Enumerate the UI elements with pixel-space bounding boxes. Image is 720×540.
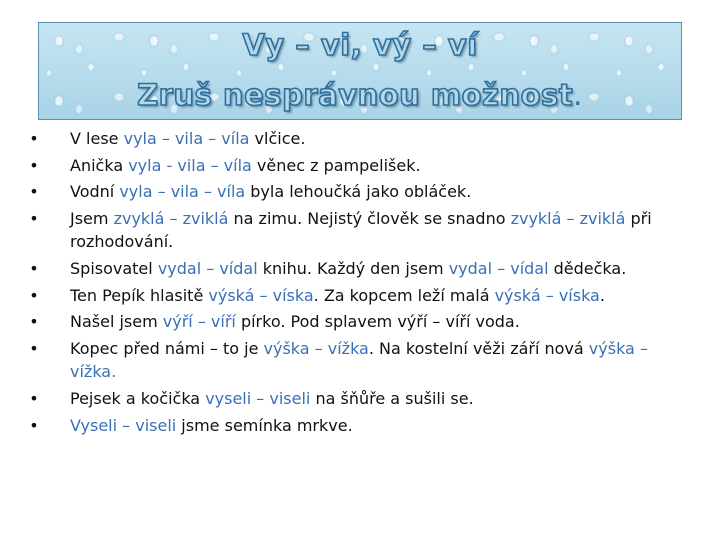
list-item [28,310,668,333]
sentence-text: Kopec před námi – to je [70,339,264,359]
answer-options[interactable]: výška – vížka. [70,339,648,382]
sentence-text: knihu. Každý den jsem [257,259,449,279]
sentence-text: Našel jsem [70,312,163,332]
list-item [28,337,668,383]
sentence-text: . Na kostelní věži září nová [368,339,589,359]
list-item [28,387,668,410]
list-item [28,414,668,437]
sentence-text: na zimu. Nejistý člověk se snadno [228,209,511,229]
answer-options[interactable]: výská – víska [208,285,314,305]
bullet: • [29,389,39,409]
sentence-text: při rozhodování. [70,209,652,252]
answer-options[interactable]: vyla – vila – víla [123,129,250,148]
list-item [28,180,668,203]
sentence-text: vlčice. [249,129,306,148]
answer-options[interactable]: zvyklá – zviklá [113,209,229,229]
list-item [28,127,668,150]
title-line-1: Vy – vi, vý – ví [242,28,478,62]
answer-options[interactable]: výská – víska [494,285,600,305]
sentence-text: pírko. Pod splavem výří – víří voda. [235,312,520,332]
title-line-2-period: . [573,78,583,112]
bullet: • [29,129,39,148]
sentence-text: na šňůře a sušili se. [310,389,474,409]
sentence-text: jsme semínka mrkve. [176,415,353,435]
sentence-text: Jsem [70,209,114,229]
sentence-text: . [599,285,605,305]
sentence-text: V lese [70,129,124,148]
sentence-text: věnec z pampelišek. [251,155,421,175]
bullet: • [29,339,39,359]
answer-options[interactable]: vyla – vila – víla [119,182,246,202]
sentence-text: dědečka. [548,259,627,279]
list-item [28,207,668,253]
answer-options[interactable]: vydal – vídal [448,259,549,279]
sentence-text: Anička [70,155,129,175]
sentence-text: Spisovatel [70,259,158,279]
list-item [28,154,668,177]
bullet: • [29,155,39,175]
bullet: • [29,209,39,229]
list-item [28,284,668,307]
answer-options[interactable]: zvyklá – zviklá [510,209,626,229]
sentence-text: Pejsek a kočička [70,389,206,409]
bullet: • [29,259,39,279]
bullet: • [29,182,39,202]
bullet: • [29,285,39,305]
title-line-2 [39,78,681,112]
exercise-list [28,127,668,440]
sentence-text: byla lehoučká jako obláček. [245,182,472,202]
bullet: • [29,415,39,435]
sentence-text: Vodní [70,182,120,202]
title-banner [38,22,682,120]
answer-options[interactable]: výška – vížka [263,339,369,359]
answer-options[interactable]: Vyseli – viseli [70,415,177,435]
answer-options[interactable]: vyla - vila – víla [128,155,252,175]
answer-options[interactable]: vyseli – viseli [205,389,311,409]
answer-options[interactable]: vydal – vídal [157,259,258,279]
title-line-2-text: Zruš nesprávnou možnost [137,78,574,112]
sentence-text: . Za kopcem leží malá [313,285,495,305]
sentence-text: Ten Pepík hlasitě [70,285,209,305]
bullet: • [29,312,39,332]
answer-options[interactable]: výří – víří [162,312,236,332]
list-item [28,257,668,280]
